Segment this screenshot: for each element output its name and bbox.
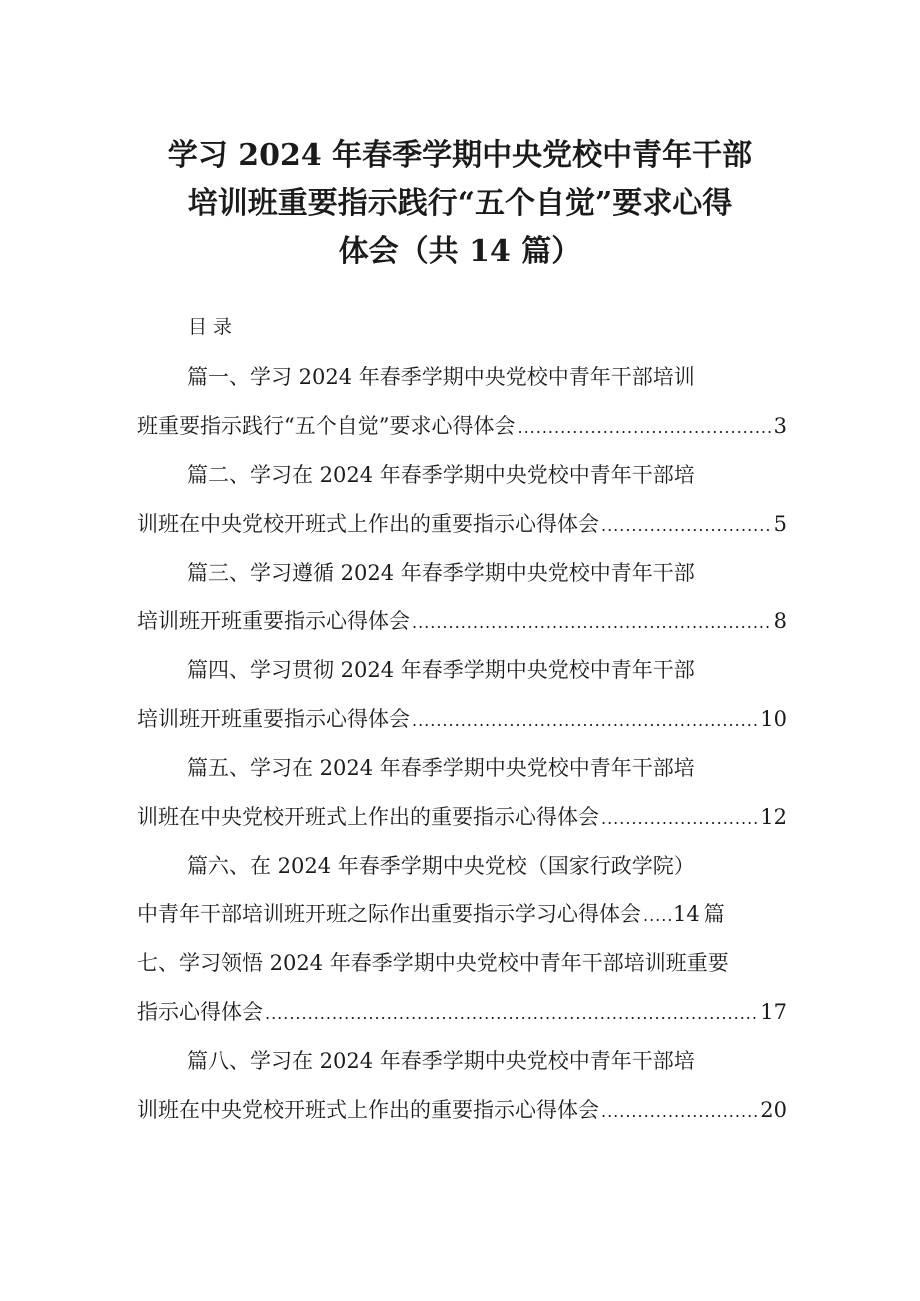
toc-page-number: 5 — [773, 512, 787, 536]
toc-entry-title[interactable]: 篇四、学习贯彻 2024 年春季学期中央党校中青年干部 — [187, 658, 695, 682]
toc-entry-text: 指示心得体会 — [137, 1000, 263, 1024]
title-line: 培训班重要指示践行“五个自觉”要求心得 — [187, 186, 733, 221]
toc-entry-line[interactable] — [137, 1090, 787, 1130]
toc-entry-title[interactable]: 篇一、学习 2024 年春季学期中央党校中青年干部培训 — [187, 365, 695, 389]
toc-entry-text: 培训班开班重要指示心得体会 — [137, 707, 410, 731]
toc-entry-text: 中青年干部培训班开班之际作出重要指示学习心得体会 — [137, 902, 641, 926]
toc-leader-dots — [643, 896, 671, 934]
toc-entry-line[interactable] — [137, 992, 787, 1032]
toc-page-number: 10 — [760, 707, 787, 731]
toc-entry-title[interactable]: 篇八、学习在 2024 年春季学期中央党校中青年干部培 — [187, 1049, 695, 1073]
title-line: 体会（共 14 篇） — [338, 234, 582, 269]
toc-entry-title[interactable]: 七、学习领悟 2024 年春季学期中央党校中青年干部培训班重要 — [137, 951, 729, 975]
toc-entry-line[interactable] — [137, 894, 787, 934]
toc-page-number: 17 — [760, 1000, 787, 1024]
toc-page-number: 12 — [760, 805, 787, 829]
toc-entry-line[interactable] — [137, 797, 787, 837]
toc-entry-text: 训班在中央党校开班式上作出的重要指示心得体会 — [137, 805, 599, 829]
toc-page-number: 3 — [773, 414, 787, 438]
toc-leader-dots — [265, 994, 758, 1032]
toc-entry-line[interactable] — [137, 699, 787, 739]
toc-entry-text: 训班在中央党校开班式上作出的重要指示心得体会 — [137, 1098, 599, 1122]
toc-entry-text: 训班在中央党校开班式上作出的重要指示心得体会 — [137, 512, 599, 536]
title-line: 学习 2024 年春季学期中央党校中青年干部 — [167, 138, 753, 173]
toc-leader-dots — [412, 701, 758, 739]
toc-page-number: 14 — [673, 902, 700, 926]
toc-entry-title[interactable]: 篇五、学习在 2024 年春季学期中央党校中青年干部培 — [187, 756, 695, 780]
toc-continuation-text: 篇 — [703, 902, 725, 926]
toc-page-number: 20 — [760, 1098, 787, 1122]
toc-entry-line[interactable] — [137, 601, 787, 641]
toc-entry-text: 班重要指示践行“五个自觉”要求心得体会 — [137, 414, 516, 438]
toc-page-number: 8 — [773, 609, 787, 633]
toc-entry-title[interactable]: 篇二、学习在 2024 年春季学期中央党校中青年干部培 — [187, 463, 695, 487]
toc-entry-line[interactable] — [137, 504, 787, 544]
toc-entry-title[interactable]: 篇三、学习遵循 2024 年春季学期中央党校中青年干部 — [187, 561, 695, 585]
toc-leader-dots — [601, 506, 772, 544]
toc-entry-text: 培训班开班重要指示心得体会 — [137, 609, 410, 633]
toc-entry-line[interactable] — [137, 406, 787, 446]
toc-heading: 目录 — [188, 316, 239, 338]
toc-leader-dots — [601, 799, 758, 837]
toc-entry-title[interactable]: 篇六、在 2024 年春季学期中央党校（国家行政学院） — [187, 854, 695, 878]
document-title — [140, 132, 780, 276]
toc-leader-dots — [601, 1092, 758, 1130]
toc-leader-dots — [517, 408, 771, 446]
toc-leader-dots — [412, 603, 772, 641]
